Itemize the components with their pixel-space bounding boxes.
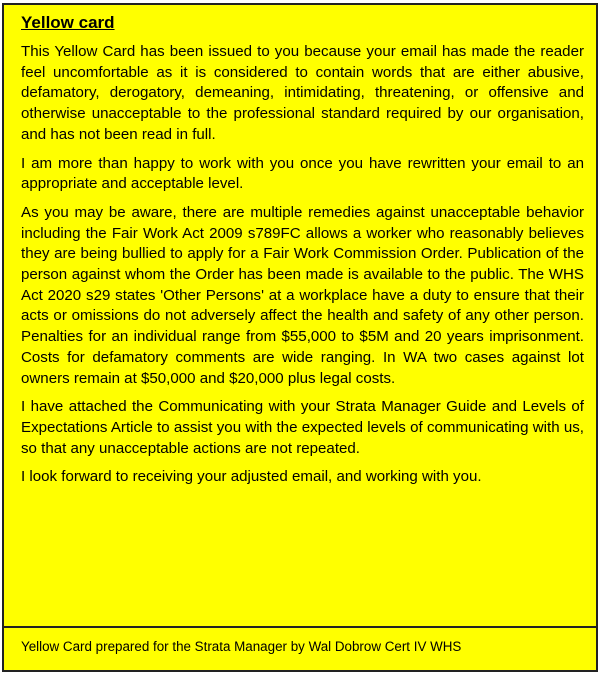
paragraph-legal-remedies: As you may be aware, there are multiple remedies against unacceptable behavior including the Fair Work Act 2009 s789FC allows a worker who reasonably believes they are being bullied to apply for a Fair Work Commission Order. Publication of the person against whom the Order has been made is available to the public. The WHS Act 2020 s29 states 'Other Persons' at a workplace have a duty to ensure that their acts or omissions do not adversely affect the health and safety of any other person. Penalties for an individual range from $55,000 to $5M and 20 years imprisonment. Costs for defamatory comments are wide ranging. In WA two cases against lot owners remain at $50,000 and $20,000 plus legal costs. (21, 203, 584, 387)
card-title: Yellow card (21, 13, 115, 32)
yellow-card (2, 3, 598, 672)
card-footer: Yellow Card prepared for the Strata Manager by Wal Dobrow Cert IV WHS (4, 626, 596, 670)
paragraph-offer-to-work: I am more than happy to work with you once you have rewritten your email to an appropriate and acceptable level. (21, 154, 584, 193)
paragraph-issue-reason: This Yellow Card has been issued to you because your email has made the reader feel uncomfortable as it is considered to contain words that are either abusive, defamatory, derogatory, demeaning, intimidating, threatening, or offensive and otherwise unacceptable to the professional standard required by our organisation, and has not been read in full. (21, 43, 584, 143)
paragraph-closing: I look forward to receiving your adjusted email, and working with you. (21, 468, 482, 486)
card-body (4, 5, 596, 628)
paragraph-attachments: I have attached the Communicating with your Strata Manager Guide and Levels of Expectations Article to assist you with the expected levels of communicating with us, so that any unacceptable actions are not repeated. (21, 398, 584, 457)
